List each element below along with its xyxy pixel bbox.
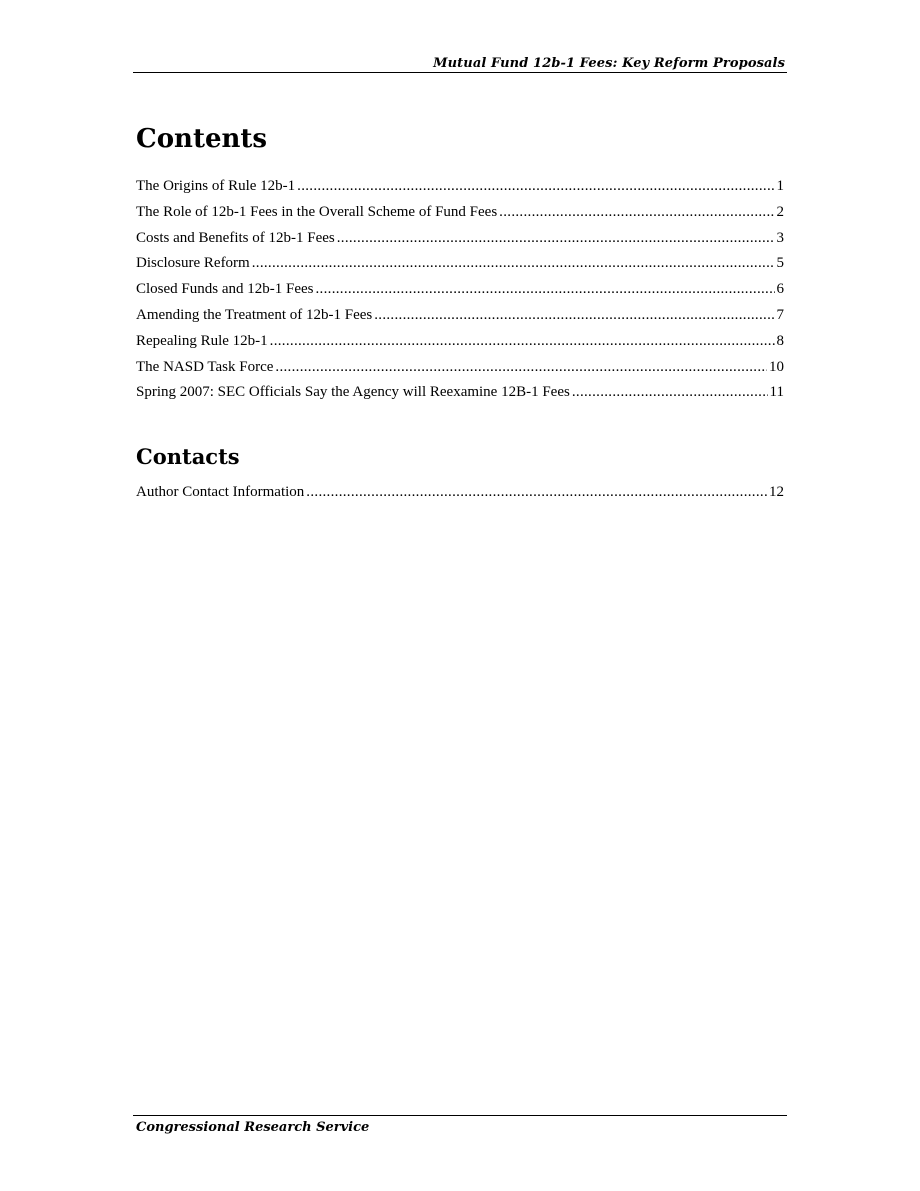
dot-leader (252, 253, 775, 273)
toc-entry-label: Costs and Benefits of 12b-1 Fees (136, 229, 335, 246)
contacts-list (136, 482, 784, 508)
toc-entry-label: The Origins of Rule 12b-1 (136, 178, 296, 194)
toc-entry-repealing-rule[interactable] (136, 331, 784, 357)
toc-entry-label: Spring 2007: SEC Officials Say the Agency will Reexamine 12B-1 Fees (136, 384, 570, 401)
dot-leader (572, 382, 768, 402)
toc-entry-label: Repealing Rule 12b-1 (136, 332, 268, 349)
header-rule (133, 72, 787, 73)
toc-entry-page: 8 (776, 332, 784, 349)
toc-entry-page: 2 (776, 203, 784, 220)
toc-entry-label: Author Contact Information (136, 484, 305, 500)
contents-heading: Contents (136, 124, 268, 154)
dot-leader (297, 176, 774, 196)
dot-leader (316, 279, 775, 299)
toc-entry-page: 11 (769, 384, 784, 401)
dot-leader (306, 482, 767, 502)
toc-entry-label: Disclosure Reform (136, 255, 250, 272)
dot-leader (270, 331, 775, 351)
dot-leader (374, 305, 774, 325)
toc-entry-page: 12 (769, 484, 784, 500)
running-header-title: Mutual Fund 12b-1 Fees: Key Reform Proposals (433, 56, 785, 71)
toc-entry-origins-of-rule[interactable] (136, 176, 784, 202)
toc-entry-label: Amending the Treatment of 12b-1 Fees (136, 306, 373, 323)
dot-leader (499, 202, 774, 222)
toc-entry-author-contact[interactable] (136, 482, 784, 508)
toc-entry-amending-treatment[interactable] (136, 305, 784, 331)
dot-leader (275, 357, 767, 377)
footer-rule (133, 1115, 787, 1116)
toc-entry-costs-and-benefits[interactable] (136, 228, 784, 254)
toc-entry-nasd-task-force[interactable] (136, 357, 784, 383)
toc-entry-page: 6 (776, 281, 784, 298)
footer-publisher: Congressional Research Service (136, 1120, 370, 1135)
contents-list (136, 176, 784, 408)
toc-entry-label: Closed Funds and 12b-1 Fees (136, 281, 314, 298)
toc-entry-label: The Role of 12b-1 Fees in the Overall Scheme of Fund Fees (136, 203, 498, 220)
toc-entry-page: 7 (776, 306, 784, 323)
toc-entry-label: The NASD Task Force (136, 358, 274, 375)
contacts-heading: Contacts (136, 444, 240, 469)
toc-entry-page: 1 (776, 178, 784, 194)
toc-entry-page: 3 (776, 229, 784, 246)
toc-entry-page: 10 (769, 358, 784, 375)
toc-entry-closed-funds[interactable] (136, 279, 784, 305)
toc-entry-disclosure-reform[interactable] (136, 253, 784, 279)
dot-leader (337, 228, 775, 248)
toc-entry-spring-2007[interactable] (136, 382, 784, 408)
toc-entry-page: 5 (776, 255, 784, 272)
toc-entry-role-of-fees[interactable] (136, 202, 784, 228)
